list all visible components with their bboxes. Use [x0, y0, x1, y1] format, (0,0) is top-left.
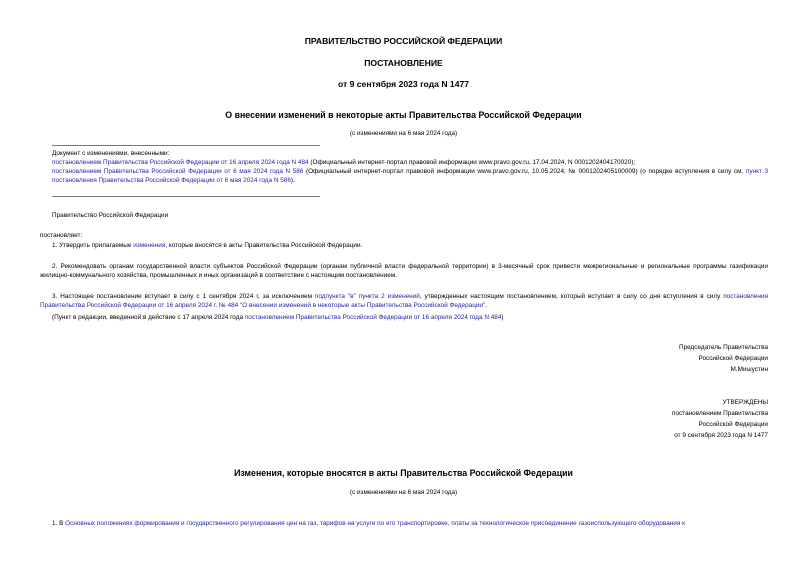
amended-note: (с изменениями на 6 мая 2024 года) [349, 130, 458, 137]
top-divider [52, 145, 320, 146]
date-number: от 9 сентября 2023 года N 1477 [337, 79, 470, 89]
changes-item-1 [52, 158, 768, 167]
basic-provisions-link[interactable]: Основных положениях формирования и государственного регулирования цен на газ, тарифов на услуги по его транспортировке, платы за технологическое присоединение газоиспользующего оборудования к [65, 520, 685, 527]
approved-block [468, 398, 768, 440]
changes-item-1-text: (Официальный интернет-портал правовой информации www.pravo.gov.ru, 17.04.2024, N 0001202404170020); [308, 159, 636, 166]
signature-name: М.Мишустин [730, 366, 768, 373]
approved-line-3: Российской Федерации [698, 421, 768, 428]
edition-note-end: ) [501, 314, 504, 321]
approved-line-4: от 9 сентября 2023 года N 1477 [674, 432, 768, 439]
approved-title: УТВЕРЖДЕНЫ [722, 399, 768, 406]
signature-position: Председатель Правительства [679, 344, 768, 351]
paragraph-1-post: , которые вносятся в акты Правительства Российской Федерации. [165, 242, 363, 249]
gov-line: Правительство Российской Федерации [52, 212, 169, 219]
approved-line-2: постановлением Правительства [672, 410, 768, 417]
paragraph-3-mid: , утвержденных настоящим постановлением, который вступает в силу со дня вступления в силу [419, 293, 724, 300]
decree-484-link[interactable]: постановления Правительства Российской Федерации от 16 апреля 2024 г. № 484 "О внесении изменений в некоторые акты Правительства Российской Федерации" [40, 293, 768, 309]
paragraph-1-pre: 1. Утвердить прилагаемые [52, 242, 134, 249]
changes-intro: Документ с изменениями, внесенными: [52, 150, 170, 157]
paragraph-2: 2. Рекомендовать органам государственной власти субъектов Российской Федерации (органам публичной власти федеральной территории) в 3-месячный срок привести межрегиональные и региональные программы газификации жилищно-коммунального хозяйства, промышленных и иных организаций в соответствие с настоящим постановлением. [40, 263, 768, 279]
amendment-link-484[interactable]: постановлением Правительства Российской Федерации от 16 апреля 2024 года N 484 [52, 159, 309, 166]
signature-country: Российской Федерации [698, 355, 768, 362]
paragraph-3 [40, 292, 768, 310]
doc-type-heading: ПОСТАНОВЛЕНИЕ [364, 58, 443, 68]
changes-title: Изменения, которые вносятся в акты Правительства Российской Федерации [234, 468, 573, 478]
changes-link[interactable]: изменения [133, 242, 166, 249]
changes-item-2 [52, 167, 768, 185]
government-heading: ПРАВИТЕЛЬСТВО РОССИЙСКОЙ ФЕДЕРАЦИИ [304, 36, 503, 46]
page-title: О внесении изменений в некоторые акты Правительства Российской Федерации [225, 110, 582, 120]
changes-amended-note: (с изменениями на 6 мая 2024 года) [349, 489, 458, 496]
amendment-link-586[interactable]: постановлением Правительства Российской Федерации от 6 мая 2024 года N 586 [52, 168, 304, 175]
subclause-link[interactable]: подпункта "в" пункта 2 изменений [314, 293, 420, 300]
changes-item-2-end: ). [290, 177, 295, 184]
changes-item-1-line [52, 519, 772, 528]
changes-box [52, 149, 768, 185]
bottom-divider [52, 196, 320, 197]
changes-item-2-text: (Официальный интернет-портал правовой информации www.pravo.gov.ru, 10.05.2024, № 0001202405100009) (о порядке вступления в силу см. [303, 168, 746, 175]
amendment-link-586-p3[interactable]: пункт 3 постановления Правительства Российской Федерации от 6 мая 2024 года N 586 [52, 168, 769, 184]
edition-note-link[interactable]: постановлением Правительства Российской Федерации от 16 апреля 2024 года N 484 [244, 314, 502, 321]
signature-block [468, 343, 768, 374]
paragraph-3-end: . [485, 302, 488, 309]
paragraph-3-pre: 3. Настоящее постановление вступает в силу с 1 сентября 2024 г, за исключением [52, 293, 315, 300]
paragraph-1 [52, 241, 768, 250]
edition-note [52, 313, 768, 322]
edition-note-pre: (Пункт в редакции, введенной в действие с 17 апреля 2024 года [52, 314, 245, 321]
decrees-line: постановляет: [40, 232, 83, 239]
changes-item-1-pre: 1. В [52, 520, 66, 527]
